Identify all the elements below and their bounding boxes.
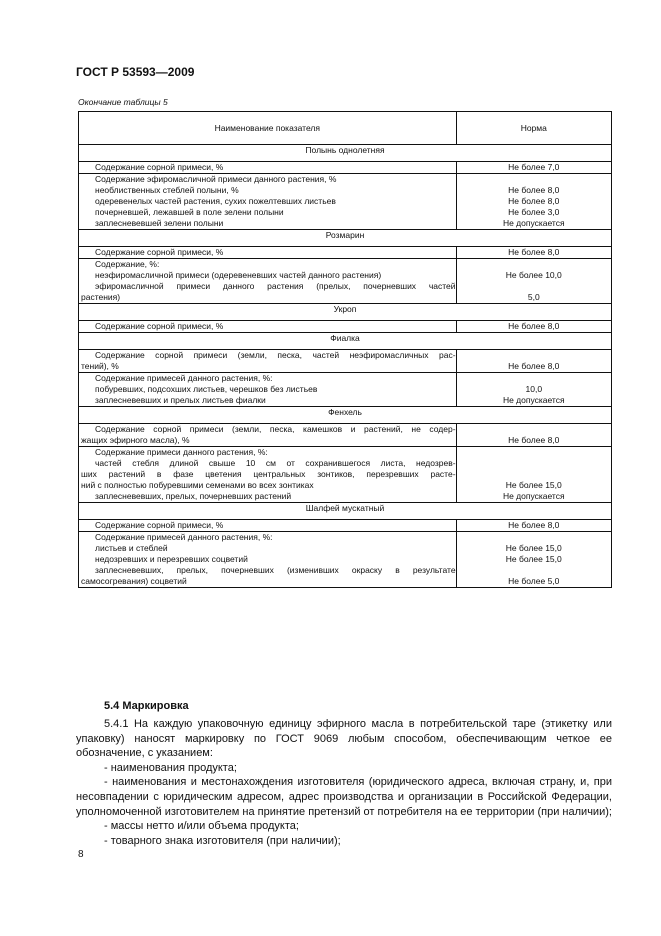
norm-value [457,281,611,292]
norm-value [457,259,611,270]
indicator-line: неэфиромасличной примеси (одеревеневших частей данного растения) [95,270,382,280]
norm-value: Не более 15,0 [505,554,562,564]
indicator-line: листьев и стеблей [95,543,168,553]
table-row [79,424,612,447]
section-title: Розмарин [79,230,612,247]
norm-cell [456,424,611,447]
norm-value [457,565,611,576]
indicator-line: побуревших, подсохших листьев, черешков без листьев [95,384,318,394]
table-row [79,162,612,174]
table-section-row [79,230,612,247]
norm-cell [456,247,611,259]
indicator-cell [79,520,457,532]
indicator-cell [79,321,457,333]
norm-cell [456,520,611,532]
table-row [79,259,612,304]
norm-cell [456,373,611,407]
list-item: - наименования и местонахождения изготовителя (юридического адреса, включая страну, и, при несовпадении с юридическим адресом, адрес производства и организации в Российской Федерации, уполномоченной изготовителем на принятие претензий от потребителя на ее территории (при наличии); [76,776,612,818]
list-item: - товарного знака изготовителя (при наличии); [104,834,341,847]
norm-value: Не более 7,0 [508,162,560,172]
indicator-cell [79,447,457,503]
norm-value: 10,0 [525,384,543,394]
list-item: - наименования продукта; [104,761,237,774]
norm-value: Не допускается [502,491,565,501]
indicator-line: Содержание, %: [95,259,160,269]
section-title: Фиалка [79,333,612,350]
section-title: Укроп [79,304,612,321]
indicator-cell [79,532,457,588]
norm-value: Не более 3,0 [508,207,560,217]
table-section-row [79,145,612,162]
indicator-line: одеревенелых частей растения, сухих пожелтевших листьев [95,196,336,206]
table-section-row [79,333,612,350]
norm-value: Не более 15,0 [505,480,562,490]
norm-value [457,458,611,469]
norm-value [457,174,611,185]
norm-value: Не более 8,0 [508,185,560,195]
indicator-line: тений), % [81,361,119,371]
section-heading: 5.4 Маркировка [104,700,189,712]
table-caption: Окончание таблицы 5 [78,97,168,107]
norm-value: Не более 8,0 [508,247,560,257]
indicator-cell [79,350,457,373]
indicator-cell [79,247,457,259]
specification-table [78,111,612,588]
norm-value [457,469,611,480]
indicator-line: заплесневевшей зелени полыни [95,218,224,228]
norm-cell [456,174,611,230]
norm-value: Не более 8,0 [508,321,560,331]
indicator-line: Содержание сорной примеси (земли, песка, камешков и растений, не содер- [95,424,456,434]
table-row [79,174,612,230]
table-header-row [79,112,612,145]
norm-cell [456,162,611,174]
table-row [79,247,612,259]
indicator-line: заплесневевших и прелых листьев фиалки [95,395,266,405]
section-body [76,717,612,848]
table-section-row [79,407,612,424]
indicator-cell [79,259,457,304]
indicator-line: Содержание эфиромасличной примеси данного растения, % [95,174,337,184]
norm-value [457,350,611,361]
norm-value: Не допускается [502,395,565,405]
table-section-row [79,304,612,321]
section-title: Полынь однолетняя [79,145,612,162]
column-header-indicator: Наименование показателя [79,112,457,145]
table-row [79,350,612,373]
norm-value [457,532,611,543]
document-header: ГОСТ Р 53593—2009 [76,65,195,79]
section-title: Шалфей мускатный [79,503,612,520]
norm-value [457,424,611,435]
norm-value: 5,0 [527,292,540,302]
indicator-line: Содержание примесей данного растения, %: [95,532,273,542]
norm-value: Не более 10,0 [505,270,562,280]
indicator-line: Содержание сорной примеси (земли, песка, частей неэфиромасличных рас- [95,350,456,360]
indicator-line: недозревших и перезревших соцветий [95,554,248,564]
page-number: 8 [78,849,84,860]
indicator-line: почерневшей, лежавшей в поле зелени полыни [95,207,284,217]
indicator-line: необлиственных стеблей полыни, % [95,185,239,195]
indicator-line: Содержание сорной примеси, % [95,520,224,530]
indicator-line: эфиромасличной примеси данного растения (прелых, почерневших частей [95,281,456,291]
norm-value: Не более 5,0 [508,576,560,586]
norm-value: Не более 8,0 [508,361,560,371]
indicator-line: Содержание сорной примеси, % [95,247,224,257]
column-header-norm: Норма [456,112,611,145]
indicator-line: Содержание сорной примеси, % [95,162,224,172]
norm-cell [456,350,611,373]
norm-value: Не более 8,0 [508,435,560,445]
indicator-line: жащих эфирного масла), % [81,435,190,445]
indicator-line: заплесневевших, прелых, почерневших (изменивших окраску в результате [95,565,456,575]
indicator-cell [79,174,457,230]
table-row [79,520,612,532]
table-row [79,373,612,407]
norm-value: Не более 8,0 [508,520,560,530]
indicator-line: Содержание примесей данного растения, %: [95,373,273,383]
norm-cell [456,447,611,503]
indicator-line: заплесневевших, прелых, почерневших растений [95,491,292,501]
indicator-cell [79,162,457,174]
indicator-cell [79,373,457,407]
table-row [79,321,612,333]
norm-value [457,373,611,384]
table-row [79,532,612,588]
norm-value: Не более 8,0 [508,196,560,206]
norm-value: Не более 15,0 [505,543,562,553]
indicator-line: Содержание сорной примеси, % [95,321,224,331]
table-row [79,447,612,503]
norm-cell [456,259,611,304]
norm-cell [456,532,611,588]
list-item: - массы нетто и/или объема продукта; [104,820,299,833]
indicator-cell [79,424,457,447]
paragraph: 5.4.1 На каждую упаковочную единицу эфирного масла в потребительской таре (этикетку или упаковку) наносят маркировку по ГОСТ 9069 любым способом, обеспечивающим четкое ее обозначение, с указанием: [76,718,612,760]
table-body [79,145,612,588]
indicator-line: растения) [81,292,121,302]
indicator-line: самосогревания) соцветий [81,576,187,586]
norm-cell [456,321,611,333]
table-section-row [79,503,612,520]
norm-value [457,447,611,458]
indicator-line: ний с полностью побуревшими семенами во всех зонтиках [81,480,314,490]
indicator-line: ших растений в фазе цветения центральных зонтиков, перезревших расте- [81,469,456,479]
indicator-line: частей стебля длиной свыше 10 см от сохранившегося листа, недозрев- [95,458,456,468]
indicator-line: Содержание примеси данного растения, %: [95,447,268,457]
norm-value: Не допускается [502,218,565,228]
section-title: Фенхель [79,407,612,424]
